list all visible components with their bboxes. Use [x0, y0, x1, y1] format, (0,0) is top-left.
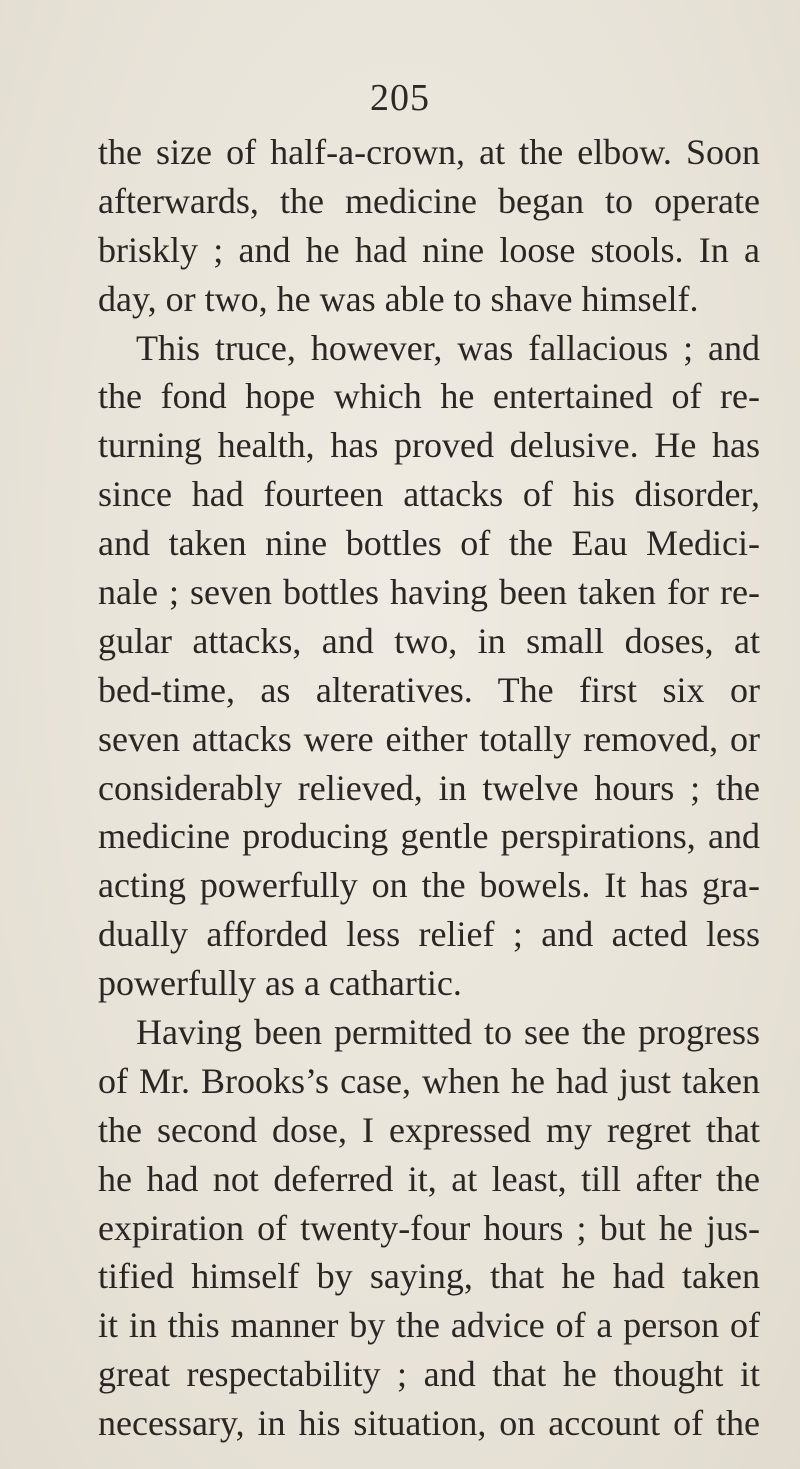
text-line: of Mr. Brooks’s case, when he had just taken: [98, 1060, 760, 1101]
text-line: This truce, however, was fallacious ; and: [136, 327, 760, 368]
body-text: [98, 128, 760, 1448]
text-line: bed-time, as alteratives. The first six or: [98, 669, 760, 710]
text-line: the fond hope which he entertained of re-: [98, 376, 760, 417]
text-line: it in this manner by the advice of a person of: [98, 1305, 760, 1346]
text-line: expiration of twenty-four hours ; but he jus-: [98, 1207, 760, 1248]
text-line: Having been permitted to see the progress: [136, 1012, 760, 1053]
text-line: dually afforded less relief ; and acted less: [98, 914, 760, 955]
text-line: the size of half-a-crown, at the elbow. Soon: [98, 132, 760, 172]
text-line: acting powerfully on the bowels. It has gra-: [98, 865, 760, 906]
text-line: briskly ; and he had nine loose stools. In a: [98, 229, 760, 270]
text-line: considerably relieved, in twelve hours ; the: [98, 767, 760, 808]
text-line: gular attacks, and two, in small doses, at: [98, 620, 760, 661]
text-line: nale ; seven bottles having been taken for re-: [98, 572, 760, 613]
text-line: great respectability ; and that he thought it: [98, 1354, 760, 1395]
text-line: he had not deferred it, at least, till after the: [98, 1158, 760, 1199]
page-number: 205: [370, 77, 430, 119]
text-line: turning health, has proved delusive. He has: [98, 425, 760, 466]
text-line: day, or two, he was able to shave himself.: [98, 278, 699, 319]
text-line: the second dose, I expressed my regret that: [98, 1109, 760, 1150]
text-line: powerfully as a cathartic.: [98, 963, 462, 1004]
text-line: afterwards, the medicine began to operate: [98, 180, 760, 221]
text-line: since had fourteen attacks of his disorder,: [98, 474, 760, 515]
text-line: seven attacks were either totally removed, or: [98, 718, 760, 759]
text-line: tified himself by saying, that he had taken: [98, 1256, 760, 1297]
text-line: medicine producing gentle perspirations, and: [98, 816, 760, 857]
text-line: and taken nine bottles of the Eau Medici-: [98, 523, 760, 564]
text-line: necessary, in his situation, on account of the: [98, 1403, 760, 1444]
